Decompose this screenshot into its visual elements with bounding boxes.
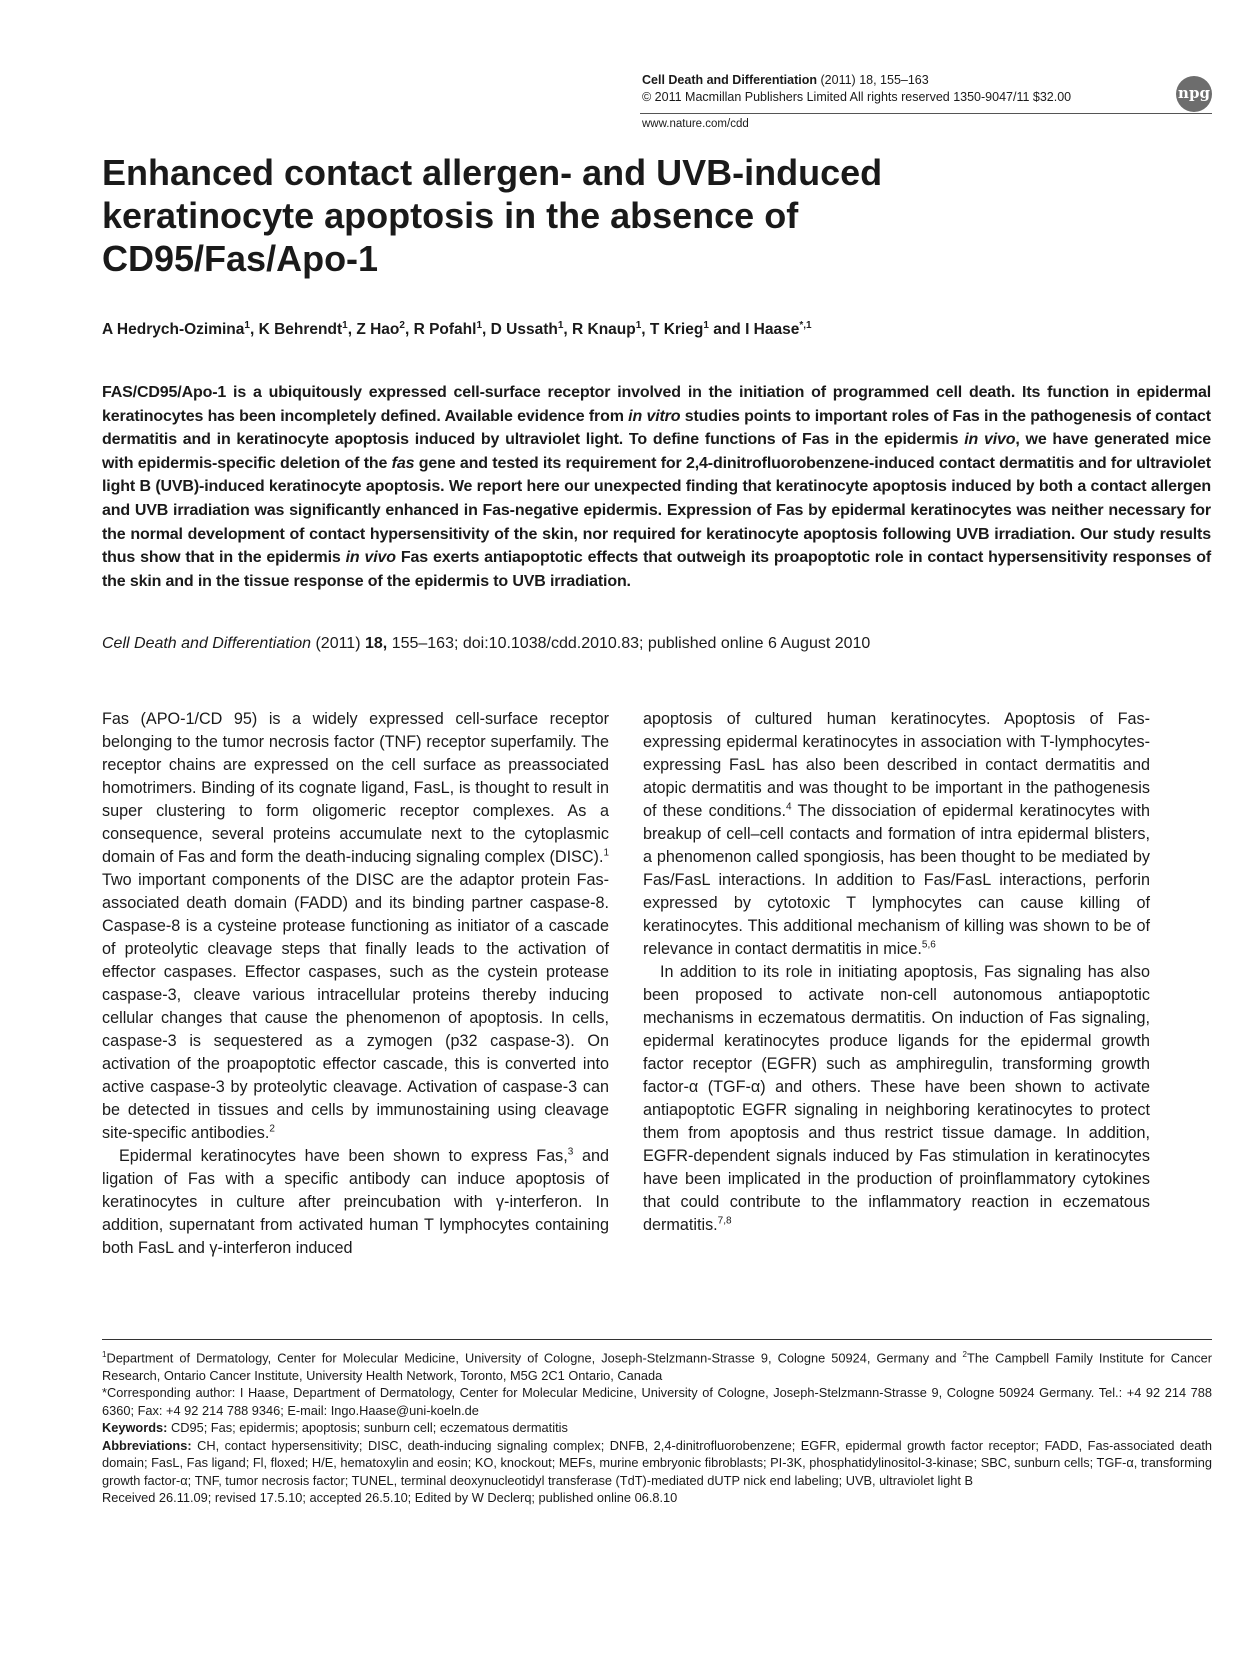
corresponding-author: *Corresponding author: I Haase, Department of Dermatology, Center for Molecular Medicine, University of Cologne, Joseph-Stelzmann-Strasse 9, Cologne 50924 Germany. Tel.: +4 92 214 788 6360; Fax: +4 92 214 788 9346; E-mail: Ingo.Haase@uni-koeln.de — [102, 1385, 1212, 1418]
body-paragraph: Epidermal keratinocytes have been shown to express Fas,$^3$ and ligation of Fas with a specific antibody can induce apoptosis of keratinocytes in culture after preincubation with γ-interferon. In addition, supernatant from activated human T lymphocytes containing both FasL and γ-interferon induced — [102, 1146, 609, 1257]
journal-citation-line — [642, 72, 1212, 89]
author: A Hedrych-Ozimina$^1$ — [102, 320, 250, 339]
header-divider — [640, 113, 1212, 114]
footnotes — [102, 1346, 1212, 1507]
citation-volume: 18, — [364, 635, 388, 652]
author-list: A Hedrych-Ozimina$^1$, K Behrendt$^1$, Z Hao$^2$, R Pofahl$^1$, D Ussath$^1$, R Knaup$^1$, T Krieg$^1$ and I Haase$^{*,1}$ — [102, 320, 812, 339]
journal-name: Cell Death and Differentiation — [642, 73, 818, 87]
author: I Haase$^{*,1}$ — [745, 320, 812, 339]
body-paragraph: Fas (APO-1/CD 95) is a widely expressed cell-surface receptor belonging to the tumor necrosis factor (TNF) receptor superfamily. The receptor chains are expressed on the cell surface as preassociated homotrimers. Binding of its cognate ligand, FasL, is thought to result in super clustering to form oligomeric receptor complexes. As a consequence, several proteins accumulate next to the cytoplasmic domain of Fas and form the death-inducing signaling complex (DISC).$^1$ Two important components of the DISC are the adaptor protein Fas-associated death domain (FADD) and its binding partner caspase-8. Caspase-8 is a cysteine protease functioning as initiator of a cascade of proteolytic cleavage steps that finally leads to the activation of effector caspases. Effector caspases, such as the cystein protease caspase-3, cleave various intracellular proteins thereby inducing cellular changes that cause the phenomenon of apoptosis. In cells, caspase-3 is sequestered as a zymogen (p32 caspase-3). On activation of the proapoptotic effector cascade, this is converted into active caspase-3 by proteolytic cleavage. Activation of caspase-3 can be detected in tissues and cells by immunostaining using cleavage site-specific antibodies.$^2$ — [102, 710, 609, 1142]
journal-url[interactable]: www.nature.com/cdd — [642, 118, 749, 130]
author: T Krieg$^1$ — [649, 320, 709, 339]
abstract: FAS/CD95/Apo-1 is a ubiquitously expressed cell-surface receptor involved in the initiation of programmed cell death. Its function in epidermal keratinocytes has been incompletely defined. Available evidence from in vitro studies points to important roles of Fas in the pathogenesis of contact dermatitis and in keratinocyte apoptosis induced by ultraviolet light. To define functions of Fas in the epidermis in vivo, we have generated mice with epidermis-specific deletion of the fas gene and tested its requirement for 2,4-dinitrofluorobenzene-induced contact dermatitis and for ultraviolet light B (UVB)-induced keratinocyte apoptosis. We report here our unexpected finding that keratinocyte apoptosis induced by both a contact allergen and UVB irradiation was significantly enhanced in Fas-negative epidermis. Expression of Fas by epidermal keratinocytes was neither necessary for the normal development of contact hypersensitivity of the skin, nor required for keratinocyte apoptosis following UVB irradiation. Our study results thus show that in the epidermis in vivo Fas exerts antiapoptotic effects that outweigh its proapoptotic role in contact hypersensitivity responses of the skin and in the tissue response of the epidermis to UVB irradiation. — [102, 384, 1211, 590]
body-column-left — [102, 708, 609, 1260]
npg-logo: npg — [1176, 76, 1212, 112]
footnote-divider — [102, 1339, 1212, 1340]
citation-journal: Cell Death and Differentiation — [102, 635, 312, 652]
journal-volume: (2011) 18, 155–163 — [820, 73, 929, 87]
citation-details: 155–163; doi:10.1038/cdd.2010.83; published online 6 August 2010 — [391, 635, 871, 652]
body-column-right — [643, 708, 1150, 1237]
article-title: Enhanced contact allergen- and UVB-induced keratinocyte apoptosis in the absence of CD95/Fas/Apo-1 — [102, 152, 883, 279]
affiliations: $^1$Department of Dermatology, Center for Molecular Medicine, University of Cologne, Joseph-Stelzmann-Strasse 9, Cologne 50924, Germany and $^2$The Campbell Family Institute for Cancer Research, Ontario Cancer Institute, University Health Network, Toronto, M5G 2C1 Ontario, Canada — [102, 1350, 1212, 1383]
copyright-line: © 2011 Macmillan Publishers Limited All rights reserved 1350-9047/11 $32.00 — [642, 90, 1072, 104]
body-paragraph: In addition to its role in initiating apoptosis, Fas signaling has also been proposed to activate non-cell autonomous antiapoptotic mechanisms in eczematous dermatitis. On induction of Fas signaling, epidermal keratinocytes produce ligands for the epidermal growth factor receptor (EGFR) such as amphiregulin, transforming growth factor-α (TGF-α) and others. These have been shown to activate antiapoptotic EGFR signaling in neighboring keratinocytes to protect them from apoptosis and thus restrict tissue damage. In addition, EGFR-dependent signals induced by Fas stimulation in keratinocytes have been implicated in the production of proinflammatory cytokines that could contribute to the inflammatory reaction in eczematous dermatitis.$^{7,8}$ — [643, 963, 1150, 1234]
author: Z Hao$^2$ — [356, 320, 405, 339]
keywords: Keywords: CD95; Fas; epidermis; apoptosis; sunburn cell; eczematous dermatitis — [102, 1420, 568, 1436]
author: R Pofahl$^1$ — [413, 320, 483, 339]
author: K Behrendt$^1$ — [258, 320, 348, 339]
author: D Ussath$^1$ — [490, 320, 564, 339]
article-citation — [102, 635, 1202, 653]
body-paragraph: apoptosis of cultured human keratinocytes. Apoptosis of Fas-expressing epidermal keratinocytes in association with T-lymphocytes-expressing FasL has also been described in contact dermatitis and atopic dermatitis and was thought to be important in the pathogenesis of these conditions.$^4$ The dissociation of epidermal keratinocytes with breakup of cell–cell contacts and formation of intra epidermal blisters, a phenomenon called spongiosis, has been thought to be mediated by Fas/FasL interactions. In addition to Fas/FasL interactions, perforin expressed by cytotoxic T lymphocytes can cause killing of keratinocytes. This additional mechanism of killing was shown to be of relevance in contact dermatitis in mice.$^{5,6}$ — [643, 710, 1151, 958]
received-dates: Received 26.11.09; revised 17.5.10; accepted 26.5.10; Edited by W Declerq; published online 06.8.10 — [102, 1490, 678, 1506]
abbreviations: Abbreviations: CH, contact hypersensitivity; DISC, death-inducing signaling complex; DNFB, 2,4-dinitrofluorobenzene; EGFR, epidermal growth factor receptor; FADD, Fas-associated death domain; FasL, Fas ligand; Fl, floxed; H/E, hematoxylin and eosin; KO, knockout; MEFs, murine embryonic fibroblasts; PI-3K, phosphatidylinositol-3-kinase; SBC, sunburn cells; TGF-α, transforming growth factor-α; TNF, tumor necrosis factor; TUNEL, terminal deoxynucleotidyl transferase (TdT)-mediated dUTP nick end labeling; UVB, ultraviolet light B — [102, 1437, 1212, 1488]
citation-year: (2011) — [315, 635, 361, 652]
journal-header — [642, 72, 1212, 106]
author: R Knaup$^1$ — [572, 320, 642, 339]
